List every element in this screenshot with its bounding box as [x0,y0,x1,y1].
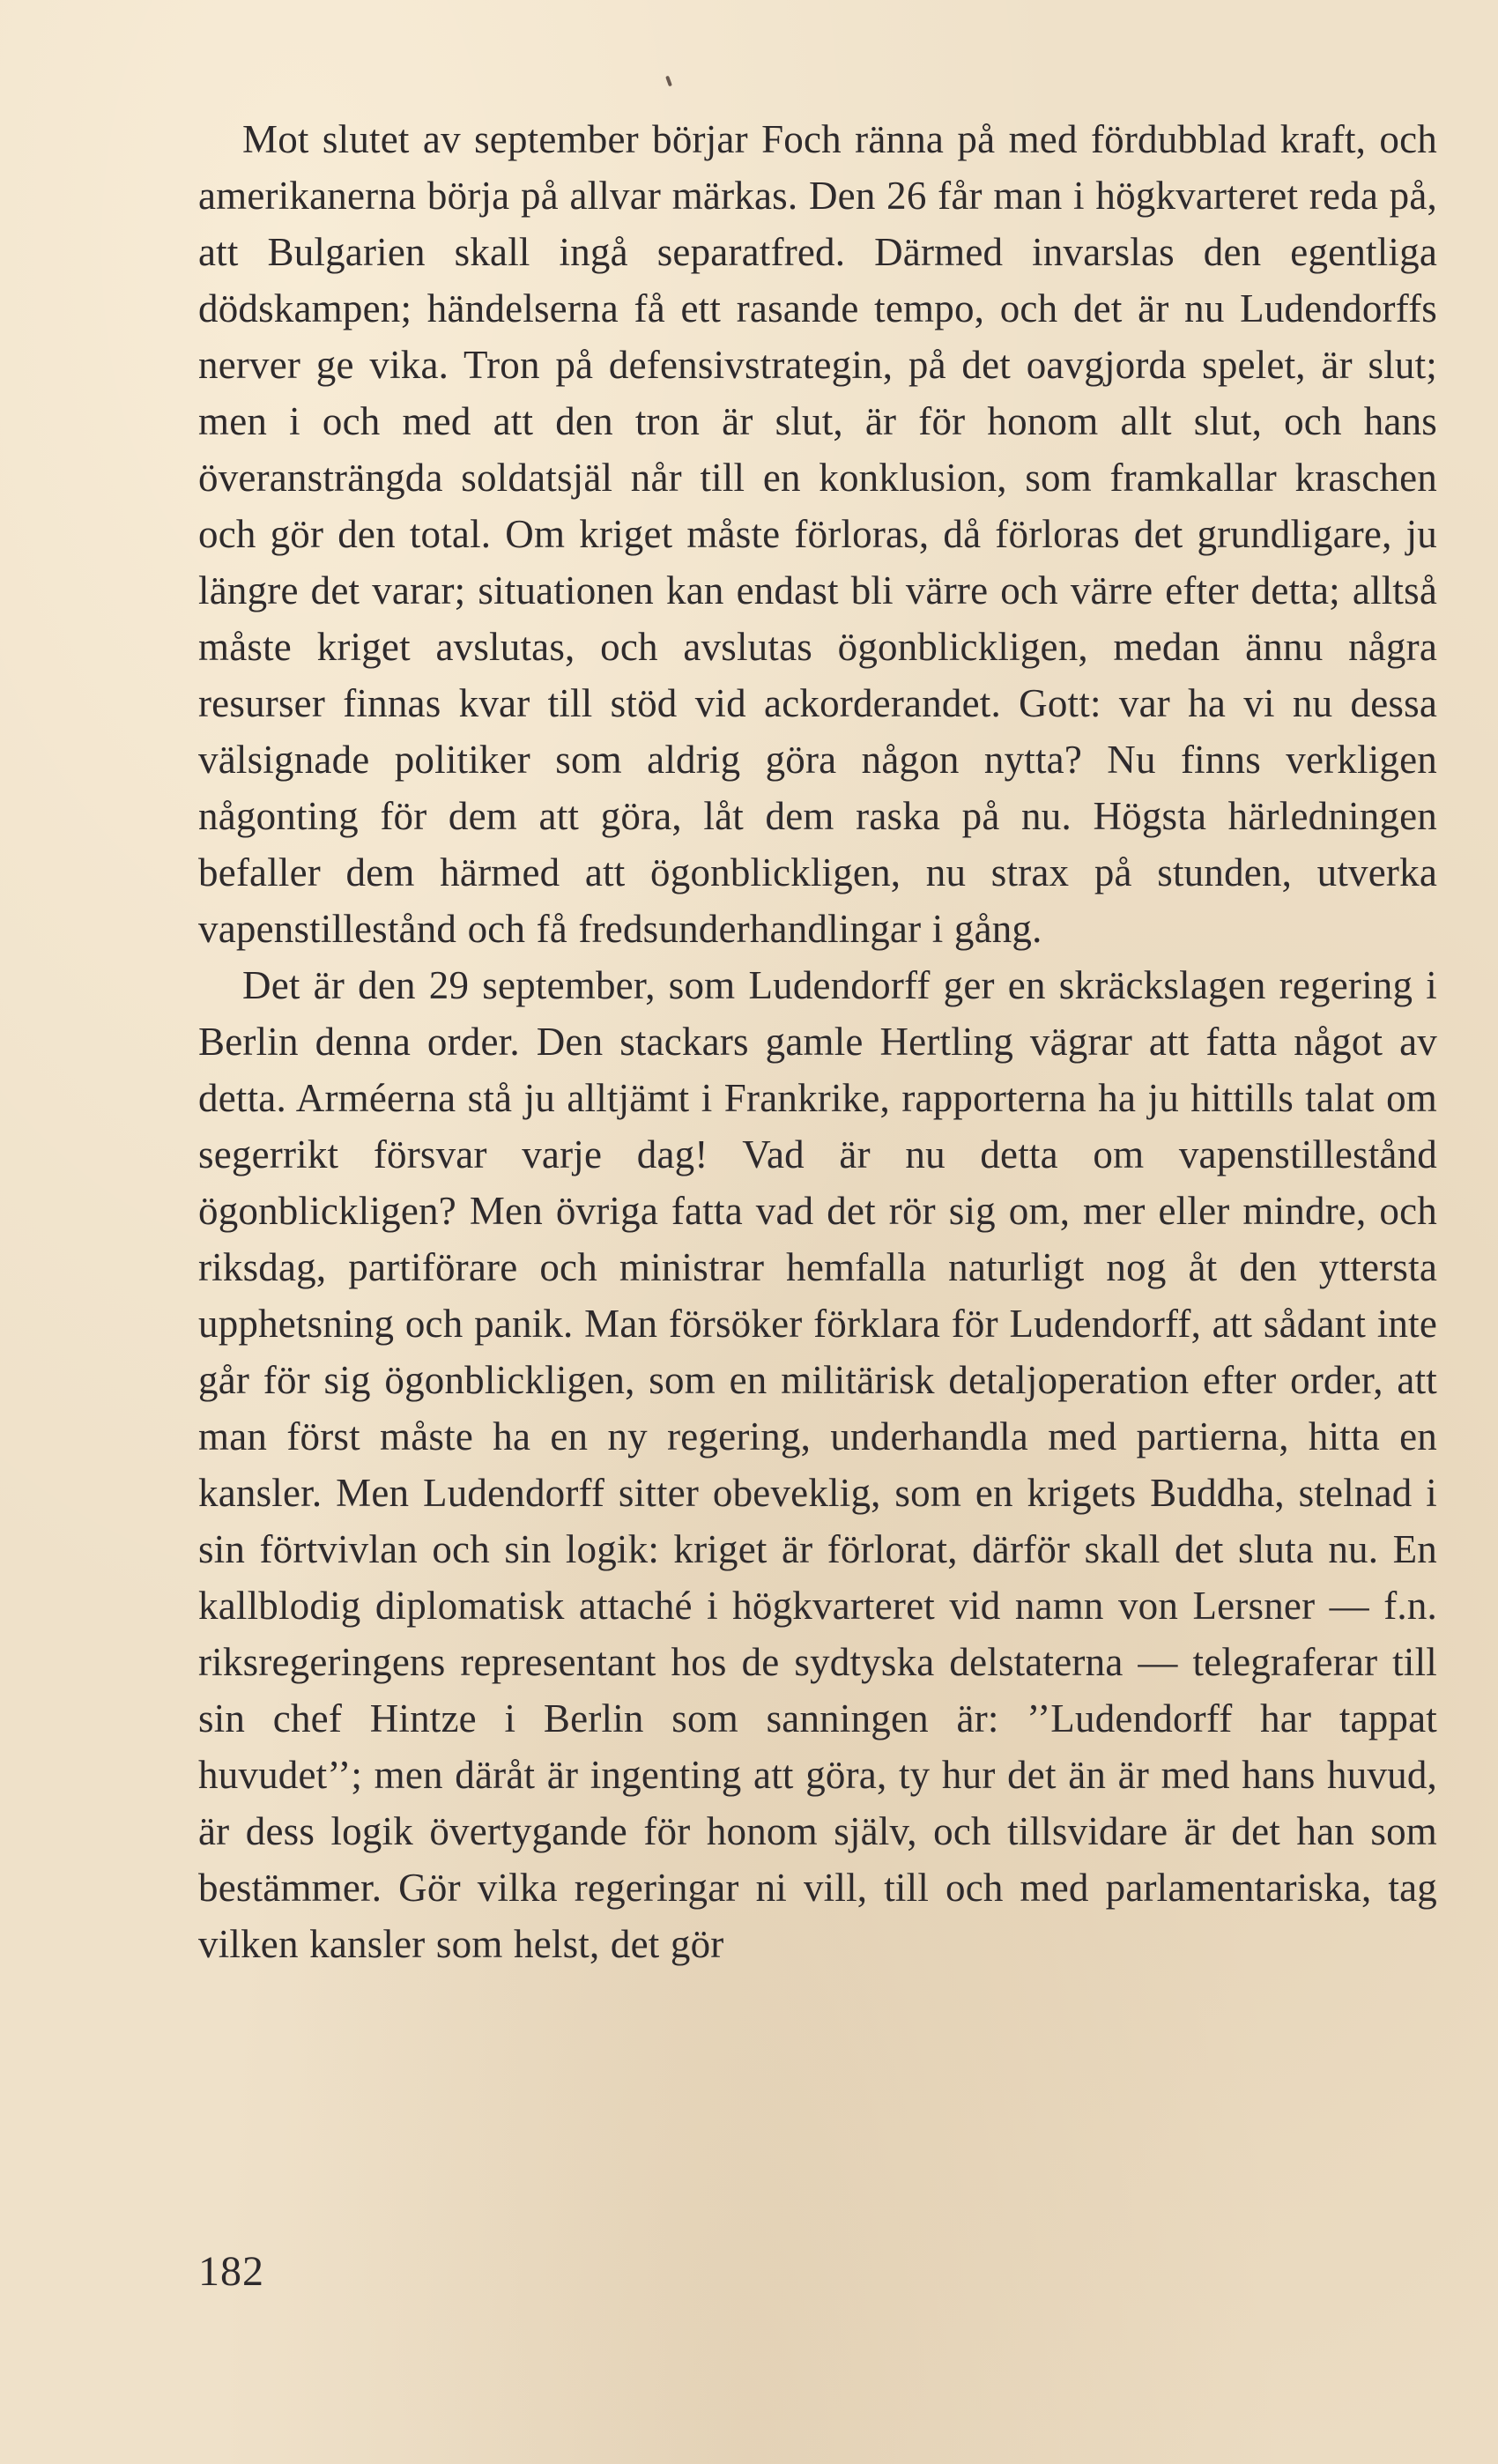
page-number: 182 [198,2248,264,2295]
ink-speck [665,76,672,87]
body-text [198,111,1437,1972]
paragraph-1: Mot slutet av september börjar Foch ränna på med fördubblad kraft, och amerikanerna börja på allvar märkas. Den 26 får man i högkvarteret reda på, att Bulgarien skall ingå separatfred. Därmed invarslas den egentliga dödskampen; händelserna få ett rasande tempo, och det är nu Ludendorffs nerver ge vika. Tron på defensivstrategin, på det oavgjorda spelet, är slut; men i och med att den tron är slut, är för honom allt slut, och hans överansträngda soldatsjäl når till en konklusion, som framkallar kraschen och gör den total. Om kriget måste förloras, då förloras det grundligare, ju längre det varar; situationen kan endast bli värre och värre efter detta; alltså måste kriget avslutas, och avslutas ögonblickligen, medan ännu några resurser finnas kvar till stöd vid ackorderandet. Gott: var ha vi nu dessa välsignade politiker som aldrig göra någon nytta? Nu finns verkligen någonting för dem att göra, låt dem raska på nu. Högsta härledningen befaller dem härmed att ögonblickligen, nu strax på stunden, utverka vapenstillestånd och få fredsunderhandlingar i gång. [198,117,1437,951]
paragraph-2: Det är den 29 september, som Ludendorff ger en skräckslagen regering i Berlin denna order. Den stackars gamle Hertling vägrar att fatta något av detta. Arméerna stå ju alltjämt i Frankrike, rapporterna ha ju hittills talat om segerrikt försvar varje dag! Vad är nu detta om vapenstillestånd ögonblickligen? Men övriga fatta vad det rör sig om, mer eller mindre, och riksdag, partiförare och ministrar hemfalla naturligt nog åt den yttersta upphetsning och panik. Man försöker förklara för Ludendorff, att sådant inte går för sig ögonblickligen, som en militärisk detaljoperation efter order, att man först måste ha en ny regering, underhandla med partierna, hitta en kansler. Men Ludendorff sitter obeveklig, som en krigets Buddha, stelnad i sin förtvivlan och sin logik: kriget är förlorat, därför skall det sluta nu. En kallblodig diplomatisk attaché i högkvarteret vid namn von Lersner — f.n. riksregeringens representant hos de sydtyska delstaterna — telegraferar till sin chef Hintze i Berlin som sanningen är: ’’Ludendorff har tappat huvudet’’; men däråt är ingenting att göra, ty hur det än är med hans huvud, är dess logik övertygande för honom själv, och tillsvidare är det han som bestämmer. Gör vilka regeringar ni vill, till och med parlamentariska, tag vilken kansler som helst, det gör [198,963,1437,1966]
